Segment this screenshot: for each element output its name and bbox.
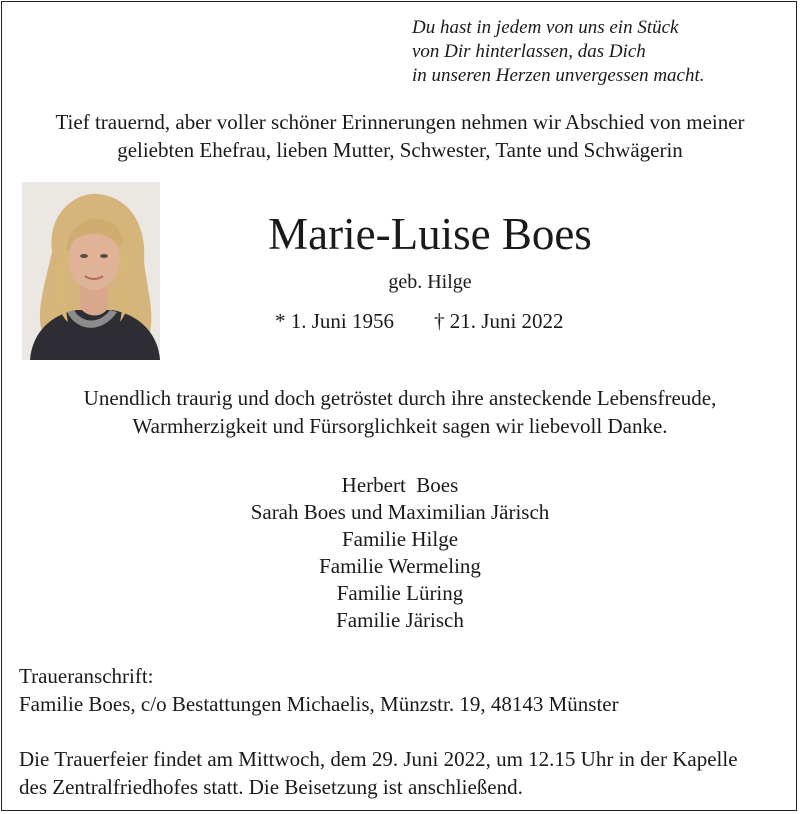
memorial-quote [412, 16, 705, 88]
quote-line: von Dir hinterlassen, das Dich [412, 41, 646, 62]
quote-line: Du hast in jedem von uns ein Stück [412, 17, 679, 38]
thanks-line: Warmherzigkeit und Fürsorglichkeit sagen wir liebevoll Danke. [132, 414, 668, 438]
death-date: † 21. Juni 2022 [434, 309, 564, 333]
quote-line: in unseren Herzen unvergessen macht. [412, 65, 705, 86]
address-text: Familie Boes, c/o Bestattungen Michaelis, Münzstr. 19, 48143 Münster [19, 692, 619, 716]
ceremony-line: Die Trauerfeier findet am Mittwoch, dem 29. Juni 2022, um 12.15 Uhr in der Kapelle [19, 747, 738, 771]
birth-name: geb. Hilge [388, 271, 472, 293]
thanks-text [0, 384, 800, 440]
intro-text [0, 108, 800, 164]
ceremony-line: des Zentralfriedhofes statt. Die Beisetzung ist anschließend. [19, 775, 523, 799]
mourner-name: Sarah Boes und Maximilian Järisch [250, 500, 550, 524]
life-dates [275, 306, 564, 336]
deceased-name: Marie-Luise Boes [268, 209, 592, 259]
mourner-name: Familie Hilge [341, 527, 459, 551]
address-label: Traueranschrift: [19, 664, 154, 688]
mourner-name: Herbert Boes [341, 473, 459, 497]
birth-date: * 1. Juni 1956 [275, 309, 395, 333]
mourning-address [19, 662, 619, 718]
intro-line: geliebten Ehefrau, lieben Mutter, Schwester, Tante und Schwägerin [117, 138, 683, 162]
mourner-name: Familie Lüring [336, 581, 464, 605]
portrait-photo [22, 182, 160, 360]
mourner-name: Familie Järisch [336, 608, 464, 632]
mourners-list [0, 472, 800, 634]
ceremony-info [19, 745, 789, 801]
mourner-name: Familie Wermeling [319, 554, 481, 578]
portrait-illustration [22, 182, 160, 360]
thanks-line: Unendlich traurig und doch getröstet durch ihre ansteckende Lebensfreude, [83, 386, 717, 410]
intro-line: Tief trauernd, aber voller schöner Erinnerungen nehmen wir Abschied von meiner [55, 110, 745, 134]
